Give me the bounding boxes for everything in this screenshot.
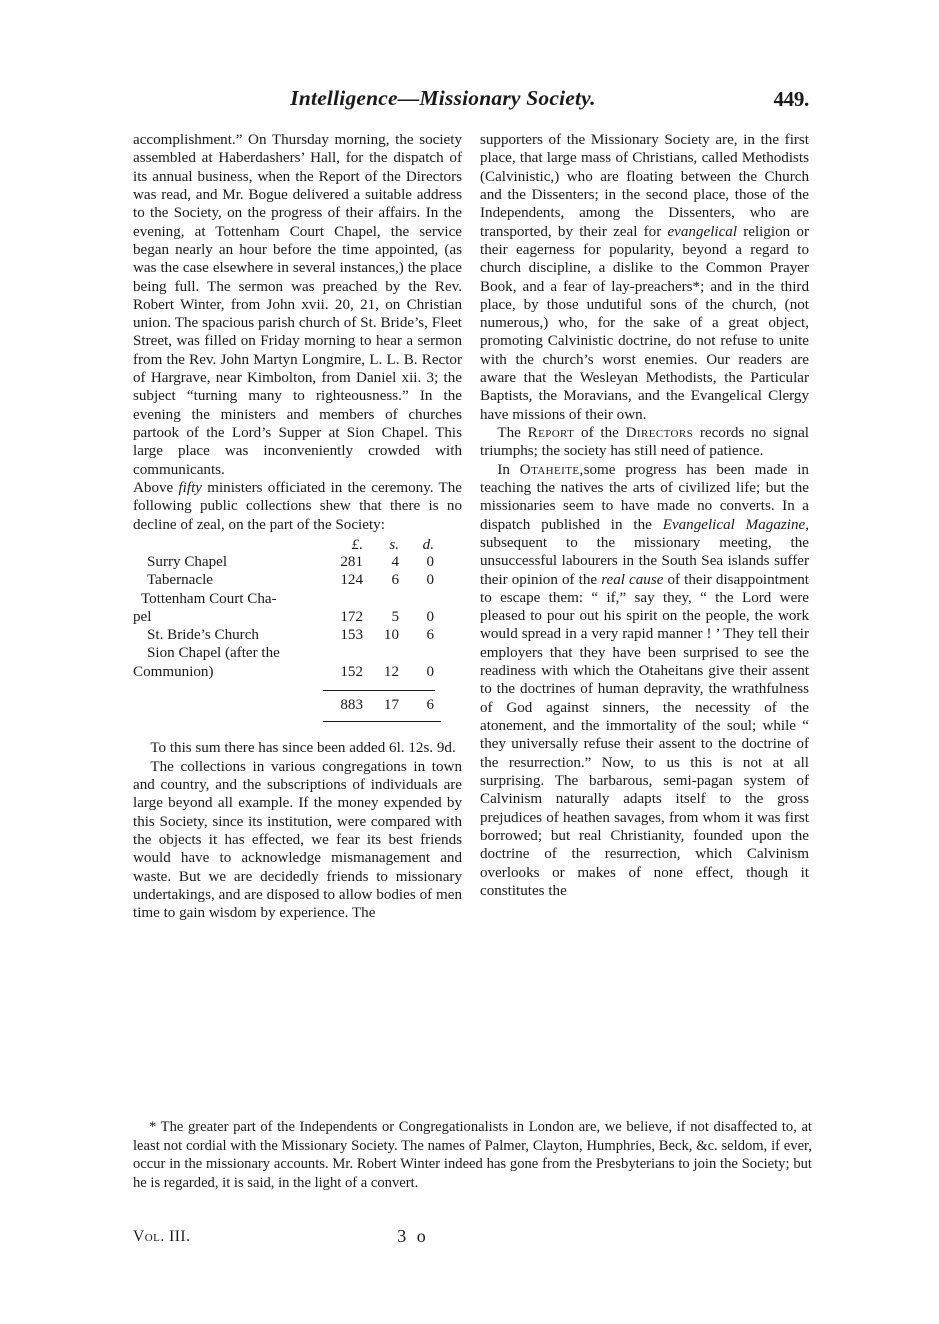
table-row <box>133 626 462 644</box>
smallcaps-otaheite: Otaheite, <box>519 461 584 478</box>
paragraph-otaheite <box>480 461 809 901</box>
table-rule-below-total <box>133 714 462 730</box>
row-label: Sion Chapel (after the <box>147 645 280 662</box>
emphasis-evangelical-magazine: Evangelical Magazine, <box>662 516 809 533</box>
column-header-pence: d. <box>422 536 434 553</box>
text-run: In <box>497 461 520 478</box>
row-shillings: 10 <box>383 627 399 644</box>
text-run: some progress has been made in teaching the natives the arts of civilized life; but the missionaries seem to have made no converts. In a dispatch published in the <box>480 461 809 533</box>
horizontal-rule <box>323 721 441 722</box>
footnote <box>133 1118 812 1192</box>
row-shillings: 5 <box>391 608 399 625</box>
collections-table <box>133 536 462 731</box>
paragraph: To this sum there has since been added 6l. 12s. 9d. <box>150 740 456 757</box>
text-run: ministers officiated in the ceremony. The following public collections shew that there is no decline of zeal, on the part of the Society: <box>133 479 462 533</box>
row-label: Tottenham Court Cha- <box>141 590 277 607</box>
text-run: records no signal triumphs; the society has still need of patience. <box>480 425 809 460</box>
row-pounds: 153 <box>340 627 363 644</box>
spacer <box>133 730 462 739</box>
row-pence: 0 <box>426 663 434 680</box>
row-label-continuation: Communion) <box>133 663 214 680</box>
emphasis-fifty: fifty <box>178 479 202 496</box>
paragraph: accomplishment.” On Thursday morning, the society assembled at Haberdashers’ Hall, for the dispatch of its annual business, when the Report of the Directors was read, and Mr. Bogue delivered a suitable address to the Society, on the progress of their affairs. In the evening, at Tottenham Court Chapel, the service began nearly an hour before the time appointed, (as was the case elsewhere in several instances,) the place being full. The sermon was preached by the Rev. Robert Winter, from John xvii. 20, 21, on Christian union. The spacious parish church of St. Bride’s, Fleet Street, was filled on Friday morning to hear a sermon from the Rev. John Martyn Longmire, L. L. B. Rector of Hargrave, near Kimbolton, from Daniel xii. 3; the subject “turning many to righteousness.” In the evening the ministers and members of churches partook of the Lord’s Supper at Sion Chapel. This large place was inconveniently crowded with communicants. <box>133 132 462 478</box>
row-pence: 0 <box>426 572 434 589</box>
row-pounds: 281 <box>340 553 363 570</box>
row-pounds: 152 <box>340 663 363 680</box>
table-row-continuation <box>133 608 462 626</box>
table-row <box>133 571 462 589</box>
row-pence: 6 <box>426 627 434 644</box>
table-row-continuation <box>133 663 462 681</box>
text-run: subsequent to the missionary meeting, the unsuccessful labourers in the South Sea islands suffer their opinion of the <box>480 534 809 588</box>
total-pence: 6 <box>426 697 434 714</box>
table-header-row <box>133 536 462 553</box>
footnote-text: * The greater part of the Independents or Congregationalists in London are, we believe, if not disaffected to, at least not cordial with the Missionary Society. The names of Palmer, Clayton, Humphries, Beck, &c. seldom, if ever, occur in the missionary accounts. Mr. Robert Winter indeed has gone from the Presbyterians to join the Society; but he is regarded, it is said, in the light of a convert. <box>133 1119 812 1191</box>
table-total-row <box>133 696 462 714</box>
paragraph <box>480 131 809 424</box>
emphasis-real-cause: real cause <box>601 571 664 588</box>
row-label: Tabernacle <box>147 572 213 589</box>
paragraph: The collections in various congregations in town and country, and the subscriptions of individuals are large beyond all example. If the money expended by this Society, since its institution, were compared with the objects it has effected, we fear its best friends would have to acknowledge mismanagement and waste. But we are decidedly friends to missionary undertakings, and are disposed to allow bodies of men time to gain wisdom by experience. The <box>133 758 462 922</box>
total-shillings: 17 <box>383 697 399 714</box>
text-run: The <box>497 425 528 441</box>
emphasis-evangelical: evangelical <box>667 223 738 240</box>
table-row <box>133 590 462 608</box>
signature-mark: 3 o <box>397 1226 429 1246</box>
running-head <box>133 86 809 116</box>
smallcaps-report: Report <box>527 425 575 441</box>
text-run: religion or their eagerness for popularity, beyond a regard to church discipline, a dislike to the Common Prayer Book, and a fear of lay-preachers*; and in the third place, by those undutiful sons of the church, (not numerous,) who, for the sake of a great object, promoting Calvinistic doctrine, do not refuse to unite with the church’s worst enemies. Our readers are aware that the Wesleyan Methodists, the Particular Baptists, the Moravians, and the Evangelical Clergy have missions of their own. <box>480 223 810 423</box>
horizontal-rule <box>323 690 435 691</box>
table-rule-above-total <box>133 681 462 696</box>
table-row <box>133 644 462 662</box>
smallcaps-directors: Directors <box>625 425 694 441</box>
row-pounds: 172 <box>340 608 363 625</box>
text-run: Above <box>133 479 179 496</box>
row-label: Surry Chapel <box>147 553 228 570</box>
text-run: supporters of the Missionary Society are, in the first place, that large mass of Christians, called Methodists (Calvinistic,) who are floating between the Church and the Dissenters; in the second place, those of the Independents, among the Dissenters, who are transported, by their zeal for <box>480 132 809 240</box>
row-shillings: 12 <box>383 663 399 680</box>
row-shillings: 6 <box>391 572 399 589</box>
row-pence: 0 <box>426 608 434 625</box>
column-header-shillings: s. <box>389 536 399 553</box>
column-header-pounds: £. <box>351 536 363 553</box>
paragraph-report <box>480 424 809 461</box>
right-column <box>480 131 809 900</box>
row-label-continuation: pel <box>133 608 152 625</box>
volume-label: Vol. III. <box>133 1228 191 1245</box>
total-pounds: 883 <box>340 697 363 714</box>
page-number: 449. <box>773 87 809 111</box>
left-column <box>133 131 462 923</box>
table-row <box>133 553 462 571</box>
row-label: St. Bride’s Church <box>147 627 259 644</box>
running-head-title: Intelligence—Missionary Society. <box>290 86 596 110</box>
row-shillings: 4 <box>391 553 399 570</box>
foot-line <box>133 1228 809 1252</box>
row-pounds: 124 <box>340 572 363 589</box>
text-run: of their disappointment to escape them: “ if,” say they, “ the Lord were pleased to pour out his spirit on the people, the work would spread in a very rapid manner ! ’ They tell their employers that they have been surprised to see the readiness with which the Otaheitans give their assent to the doctrines of human depravity, the wrathfulness of God against sinners, the necessity of the atonement, and the immortality of the soul; while “ they universally refuse their assent to the doctrine of the resurrection.” Now, to us this is not at all surprising. The barbarous, semi-pagan system of Calvinism naturally adapts itself to the gross prejudices of heathen savages, from whom it was first borrowed; but real Christianity, founded upon the doctrine of the resurrection, which Calvinism overlooks or makes of none effect, though it constitutes the <box>480 571 809 899</box>
paragraph-fifty <box>133 479 462 534</box>
text-run: of the <box>574 425 626 441</box>
row-pence: 0 <box>426 553 434 570</box>
